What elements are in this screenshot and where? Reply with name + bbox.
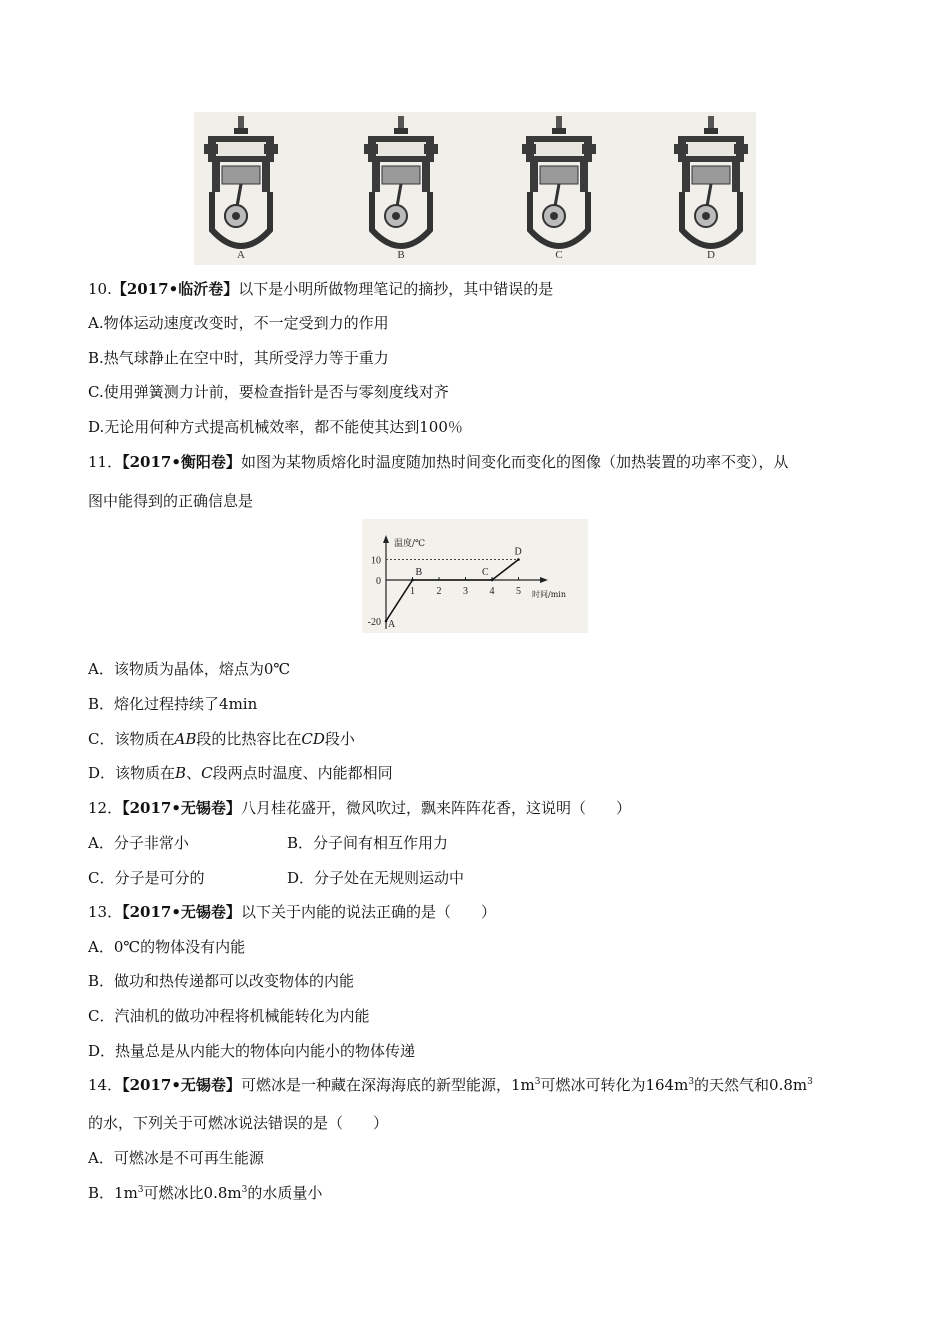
q12-stem-line	[88, 798, 631, 818]
q11-option-c-cd: CD	[301, 730, 325, 748]
engine-label-d: D	[707, 249, 715, 261]
series-line-0	[386, 560, 519, 622]
q12-stem: 八月桂花盛开，微风吹过，飘来阵阵花香，这说明（ ）	[240, 799, 631, 817]
q11-option-c-pre: C．该物质在	[88, 730, 175, 748]
y-axis-label: 温度/℃	[394, 539, 426, 549]
data-point-3	[517, 558, 520, 561]
q13-option-d: D．热量总是从内能大的物体向内能小的物体传递	[88, 1042, 416, 1060]
q13-option-b: B．做功和热传递都可以改变物体的内能	[88, 972, 355, 990]
point-label-d: D	[514, 546, 522, 558]
x-tick-label-4: 4	[489, 586, 495, 597]
q13-source: 【2017•无锡卷】	[122, 903, 241, 921]
q10-number: 10.	[88, 280, 112, 298]
melting-graph-svg	[362, 519, 588, 633]
q14-stem-line2: 的水，下列关于可燃冰说法错误的是（ ）	[88, 1114, 389, 1132]
q12-option-d: D．分子处在无规则运动中	[287, 869, 465, 887]
q10-option-c: C.使用弹簧测力计前，要检查指针是否与零刻度线对齐	[88, 383, 449, 401]
q14-source: 【2017•无锡卷】	[122, 1076, 241, 1094]
q14-option-b-mid: 可燃冰比0.8m	[143, 1184, 242, 1202]
q11-stem-line1	[88, 452, 788, 472]
q11-option-d-pre: D．该物质在	[88, 764, 176, 782]
q14-sup-3: 3	[807, 1077, 813, 1087]
q11-option-d-b: B	[175, 764, 187, 782]
q14-stem-a: 可燃冰是一种藏在深海海底的新型能源，1m	[240, 1076, 535, 1094]
q11-stem-line2: 图中能得到的正确信息是	[88, 492, 254, 510]
x-axis-label: 时间/min	[532, 590, 566, 599]
x-tick-label-5: 5	[516, 586, 521, 597]
q13-number: 13．	[88, 903, 123, 921]
q11-option-a: A．该物质为晶体，熔点为0℃	[88, 660, 291, 678]
x-axis-arrow	[540, 577, 548, 583]
engine-label-c: C	[555, 249, 563, 261]
data-point-0	[385, 620, 388, 623]
q10-source: 【2017•临沂卷】	[111, 280, 239, 298]
engine-label-a: A	[237, 249, 245, 261]
q14-stem-line1	[88, 1075, 813, 1095]
q10-stem: 以下是小明所做物理笔记的摘抄，其中错误的是	[238, 280, 554, 298]
q13-option-a: A．0℃的物体没有内能	[88, 938, 246, 956]
q12-source: 【2017•无锡卷】	[122, 799, 241, 817]
q13-option-c: C．汽油机的做功冲程将机械能转化为内能	[88, 1007, 370, 1025]
x-tick-label-2: 2	[436, 586, 442, 597]
q14-stem-c: 的天然气和0.8m	[694, 1076, 808, 1094]
q10-option-b: B.热气球静止在空中时，其所受浮力等于重力	[88, 349, 389, 367]
q13-stem-line	[88, 902, 496, 922]
q14-option-b-sup-1: 3	[137, 1185, 144, 1195]
q11-option-d-sep: 、	[186, 764, 202, 782]
y-tick-label-10: 10	[371, 555, 381, 567]
q11-option-d	[88, 763, 393, 783]
q12-option-c: C．分子是可分的	[88, 869, 205, 887]
q12-option-b: B．分子间有相互作用力	[287, 834, 449, 852]
point-label-c: C	[482, 567, 489, 578]
y-tick-label--20: -20	[367, 617, 381, 628]
q11-option-c-mid: 段的比热容比在	[196, 730, 302, 748]
q11-option-d-c: C	[201, 764, 213, 782]
melting-graph	[362, 519, 588, 633]
data-point-2	[491, 579, 494, 582]
q14-option-b-pre: B．1m	[88, 1184, 138, 1202]
data-point-1	[411, 579, 414, 582]
engine-strokes-figure	[194, 112, 756, 265]
q13-stem: 以下关于内能的说法正确的是（ ）	[240, 903, 496, 921]
x-tick-label-1: 1	[410, 586, 415, 597]
y-tick-label-0: 0	[376, 576, 381, 587]
point-label-a: A	[388, 619, 396, 630]
q11-option-d-post: 段两点时温度、内能都相同	[212, 764, 393, 782]
q14-sup-1: 3	[534, 1077, 541, 1087]
q12-option-a: A．分子非常小	[88, 834, 189, 852]
point-label-b: B	[415, 567, 423, 578]
engine-strokes-drawing	[194, 112, 756, 265]
q14-sup-2: 3	[688, 1077, 695, 1087]
q11-option-b: B．熔化过程持续了4min	[88, 695, 258, 713]
q11-option-c-post: 段小	[324, 730, 355, 748]
q10-stem-line	[88, 279, 553, 299]
q14-option-b-sup-2: 3	[241, 1185, 248, 1195]
q11-option-c-ab: AB	[174, 730, 197, 748]
q14-stem-b: 可燃冰可转化为164m	[540, 1076, 689, 1094]
q12-number: 12．	[88, 799, 123, 817]
q14-option-b	[88, 1183, 322, 1203]
q11-stem-1: 如图为某物质熔化时温度随加热时间变化而变化的图像（加热装置的功率不变），从	[240, 453, 789, 471]
q11-source: 【2017•衡阳卷】	[122, 453, 241, 471]
y-axis-arrow	[383, 535, 389, 543]
q10-option-a: A.物体运动速度改变时，不一定受到力的作用	[88, 314, 389, 332]
q11-option-c	[88, 729, 355, 749]
q14-option-a: A．可燃冰是不可再生能源	[88, 1149, 264, 1167]
q14-option-b-post: 的水质量小	[247, 1184, 323, 1202]
q14-number: 14．	[88, 1076, 123, 1094]
engine-label-b: B	[397, 249, 405, 261]
q10-option-d: D.无论用何种方式提高机械效率，都不能使其达到100％	[88, 418, 463, 436]
x-tick-label-3: 3	[463, 586, 468, 597]
q11-number: 11．	[88, 453, 123, 471]
